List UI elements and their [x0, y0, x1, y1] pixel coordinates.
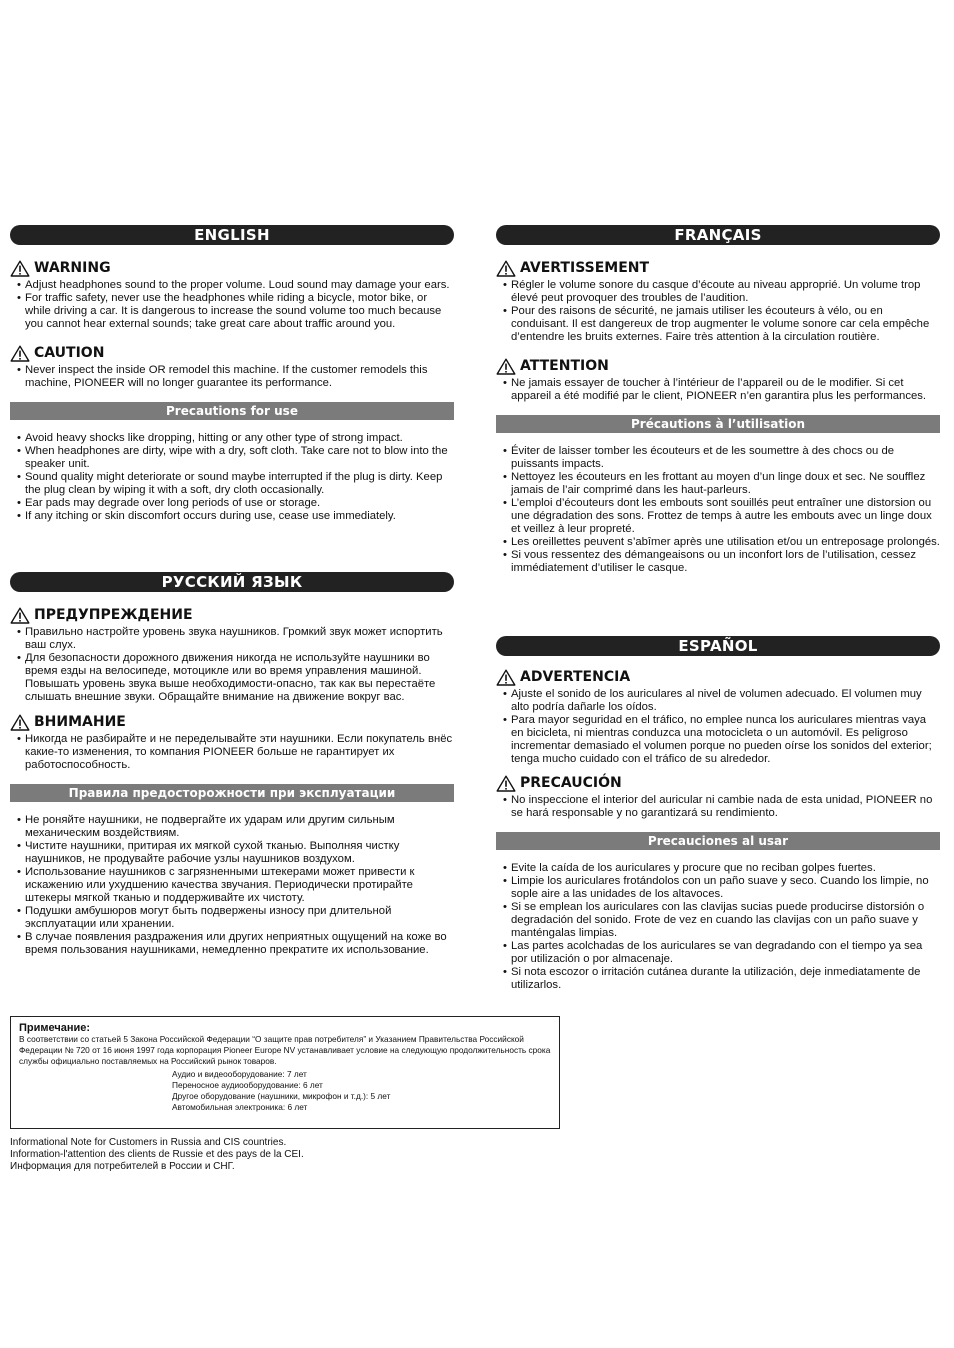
list-item: • Pour des raisons de sécurité, ne jamais utiliser les écouteurs à vélo, ou en conduisant. Il est dangereux de trop augmenter le volume sonore car cela empêche d’entendre les bruits externes. Faire très attention à la circulation routière.: [496, 305, 940, 344]
warning-icon: [496, 669, 516, 686]
lang-header-russian: РУССКИЙ ЯЗЫК: [10, 572, 454, 592]
warning-icon: [10, 714, 30, 731]
warning-icon: [496, 775, 516, 792]
list-item: • Si se emplean los auriculares con las clavijas sucias puede producirse distorsión o degradación del sonido. Frote de vez en cuando las clavijas con un paño suave y manténgalas limpias.: [496, 901, 940, 940]
list-item: • Limpie los auriculares frotándolos con un paño suave y seco. Cuando los limpie, no sople aire a las unidades de los altavoces.: [496, 875, 940, 901]
caution-heading: [10, 714, 454, 731]
list-item: • Использование наушников с загрязненными штекерами может привести к искажению или ухудшению качества звучания. Периодически протирайте штекеры мягкой тканью и поддерживайте их чистоту.: [10, 866, 454, 905]
section-russian: [10, 572, 454, 957]
list-item: • No inspeccione el interior del auricular ni cambie nada de esta unidad, PIONEER no se hará responsable y no garantizará su rendimiento.: [496, 794, 940, 820]
warning-icon: [496, 260, 516, 277]
info-notes: [10, 1137, 304, 1173]
list-item: • Подушки амбушюров могут быть подвержены износу при длительной эксплуатации или хранении.: [10, 905, 454, 931]
list-item: • Правильно настройте уровень звука наушников. Громкий звук может испортить ваш слух.: [10, 626, 454, 652]
list-item: • Ajuste el sonido de los auriculares al nivel de volumen adecuado. El volumen muy alto podría dañarle los oídos.: [496, 688, 940, 714]
list-item: • Ne jamais essayer de toucher à l’intérieur de l’appareil ou de le modifier. Si cet appareil a été modifié par le client, PIONEER n’en garantira plus les performances.: [496, 377, 940, 403]
warning-title: AVERTISSEMENT: [520, 260, 650, 276]
russia-note-box: [10, 1016, 560, 1129]
warning-icon: [10, 345, 30, 362]
list-item: • Adjust headphones sound to the proper volume. Loud sound may damage your ears.: [10, 279, 454, 292]
list-item: • Les oreillettes peuvent s’abîmer après une utilisation et/ou un entreposage prolongés.: [496, 536, 940, 549]
list-item: • Never inspect the inside OR remodel this machine. If the customer remodels this machine, PIONEER will no longer guarantee its performance.: [10, 364, 454, 390]
service-life-item: Другое оборудование (наушники, микрофон и т.д.): 5 лет: [172, 1091, 391, 1101]
list-item: • Ear pads may degrade over long periods of use or storage.: [10, 497, 454, 510]
list-item: • When headphones are dirty, wipe with a dry, soft cloth. Take care not to blow into the speaker unit.: [10, 445, 454, 471]
warning-title: WARNING: [34, 260, 111, 276]
section-french: [496, 225, 940, 575]
precautions-list: [10, 432, 454, 523]
warning-icon: [496, 358, 516, 375]
info-line: Informational Note for Customers in Russia and CIS countries.: [10, 1137, 287, 1148]
warning-heading: [10, 260, 454, 277]
caution-list: [10, 733, 454, 772]
warning-title: ПРЕДУПРЕЖДЕНИЕ: [34, 607, 193, 623]
warning-icon: [10, 607, 30, 624]
warning-heading: [10, 607, 454, 624]
list-item: • L’emploi d’écouteurs dont les embouts sont souillés peut entraîner une distorsion ou une dégradation des sons. Frottez de temps à autre les embouts avec un linge doux et veillez à leur propreté.: [496, 497, 940, 536]
precautions-list: [496, 862, 940, 992]
precautions-list: [496, 445, 940, 575]
precautions-header: Правила предосторожности при эксплуатации: [10, 784, 454, 802]
info-line: Information-l'attention des clients de Russie et des pays de la CEI.: [10, 1149, 304, 1160]
warning-list: [496, 688, 940, 766]
caution-heading: [496, 358, 940, 375]
caution-list: [10, 364, 454, 390]
note-title: Примечание:: [19, 1022, 91, 1034]
list-item: • Sound quality might deteriorate or sound maybe interrupted if the plug is dirty. Keep the plug clean by wiping it with a soft, dry cloth occasionally.: [10, 471, 454, 497]
warning-list: [10, 626, 454, 704]
list-item: • Для безопасности дорожного движения никогда не используйте наушники во время езды на велосипеде, мотоцикле или во время управления машиной. Повышать уровень звука выше необходимости-опасно, так как вы перестаёте слышать внешние звуки. Обращайте внимание на движение вокруг вас.: [10, 652, 454, 704]
list-item: • Si vous ressentez des démangeaisons ou un inconfort lors de l’utilisation, cessez immédiatement d’utiliser le casque.: [496, 549, 940, 575]
caution-title: CAUTION: [34, 345, 105, 361]
precautions-header: Precautions for use: [10, 402, 454, 420]
lang-header-english: ENGLISH: [10, 225, 454, 245]
list-item: • Si nota escozor o irritación cutánea durante la utilización, deje inmediatamente de utilizarlos.: [496, 966, 940, 992]
list-item: • If any itching or skin discomfort occurs during use, cease use immediately.: [10, 510, 454, 523]
list-item: • Чистите наушники, притирая их мягкой сухой тканью. Выполняя чистку наушников, не продувайте рабочие узлы наушников воздухом.: [10, 840, 454, 866]
warning-list: [10, 279, 454, 331]
precautions-header: Précautions à l’utilisation: [496, 415, 940, 433]
caution-title: PRECAUCIÓN: [520, 775, 622, 791]
warning-icon: [10, 260, 30, 277]
caution-title: ATTENTION: [520, 358, 609, 374]
info-line: Информация для потребителей в России и СНГ.: [10, 1161, 235, 1172]
warning-heading: [496, 260, 940, 277]
precautions-list: [10, 814, 454, 957]
warning-heading: [496, 669, 940, 686]
lang-header-french: FRANÇAIS: [496, 225, 940, 245]
caution-list: [496, 794, 940, 820]
list-item: • Las partes acolchadas de los auriculares se van degradando con el tiempo ya sea por utilización o por almacenaje.: [496, 940, 940, 966]
lang-header-spanish: ESPAÑOL: [496, 636, 940, 656]
list-item: • Éviter de laisser tomber les écouteurs et de les soumettre à des chocs ou de puissants impacts.: [496, 445, 940, 471]
list-item: • Para mayor seguridad en el tráfico, no emplee nunca los auriculares mientras vaya en bicicleta, ni mientras conduzca una motocicleta o un automóvil. Es peligroso incrementar demasiado el volumen porque no pueden oírse los sonidos del exterior; tenga mucho cuidado con el tráfico de su alrededor.: [496, 714, 940, 766]
list-item: • В случае появления раздражения или других неприятных ощущений на коже во время пользования наушниками, немедленно прекратите их использование.: [10, 931, 454, 957]
list-item: • Не роняйте наушники, не подвергайте их ударам или другим сильным механическим воздействиям.: [10, 814, 454, 840]
warning-title: ADVERTENCIA: [520, 669, 631, 685]
service-life-item: Переносное аудиооборудование: 6 лет: [172, 1080, 323, 1090]
list-item: • Никогда не разбирайте и не переделывайте эти наушники. Если покупатель внёс какие-то изменения, то компания PIONEER больше не гарантирует их работоспособность.: [10, 733, 454, 772]
service-life-item: Автомобильная электроника: 6 лет: [172, 1102, 308, 1112]
list-item: • For traffic safety, never use the headphones while riding a bicycle, motor bike, or while driving a car. It is dangerous to increase the sound volume too much because you cannot hear external sounds; take great care about traffic around you.: [10, 292, 454, 331]
service-life-item: Аудио и видеооборудование: 7 лет: [172, 1069, 307, 1079]
service-life-list: [172, 1069, 551, 1113]
warning-list: [496, 279, 940, 344]
section-spanish: [496, 636, 940, 992]
caution-title: ВНИМАНИЕ: [34, 714, 126, 730]
list-item: • Evite la caída de los auriculares y procure que no reciban golpes fuertes.: [496, 862, 940, 875]
note-body: В соответствии со статьей 5 Закона Российской Федерации “О защите прав потребителя” и Указанием Правительства Российской Федерации № 720 от 16 июня 1997 года корпорация Pioneer Europe NV устанавливает условие на следующую продолжительность срока службы официально поставляемых на Российский рынок товаров.: [19, 1034, 551, 1066]
list-item: • Avoid heavy shocks like dropping, hitting or any other type of strong impact.: [10, 432, 454, 445]
precautions-header: Precauciones al usar: [496, 832, 940, 850]
list-item: • Régler le volume sonore du casque d’écoute au niveau approprié. Un volume trop élevé peut provoquer des troubles de l’audition.: [496, 279, 940, 305]
caution-heading: [496, 775, 940, 792]
section-english: [10, 225, 454, 523]
list-item: • Nettoyez les écouteurs en les frottant au moyen d’un linge doux et sec. Ne soufflez jamais de l’air comprimé dans les haut-parleurs.: [496, 471, 940, 497]
caution-heading: [10, 345, 454, 362]
caution-list: [496, 377, 940, 403]
